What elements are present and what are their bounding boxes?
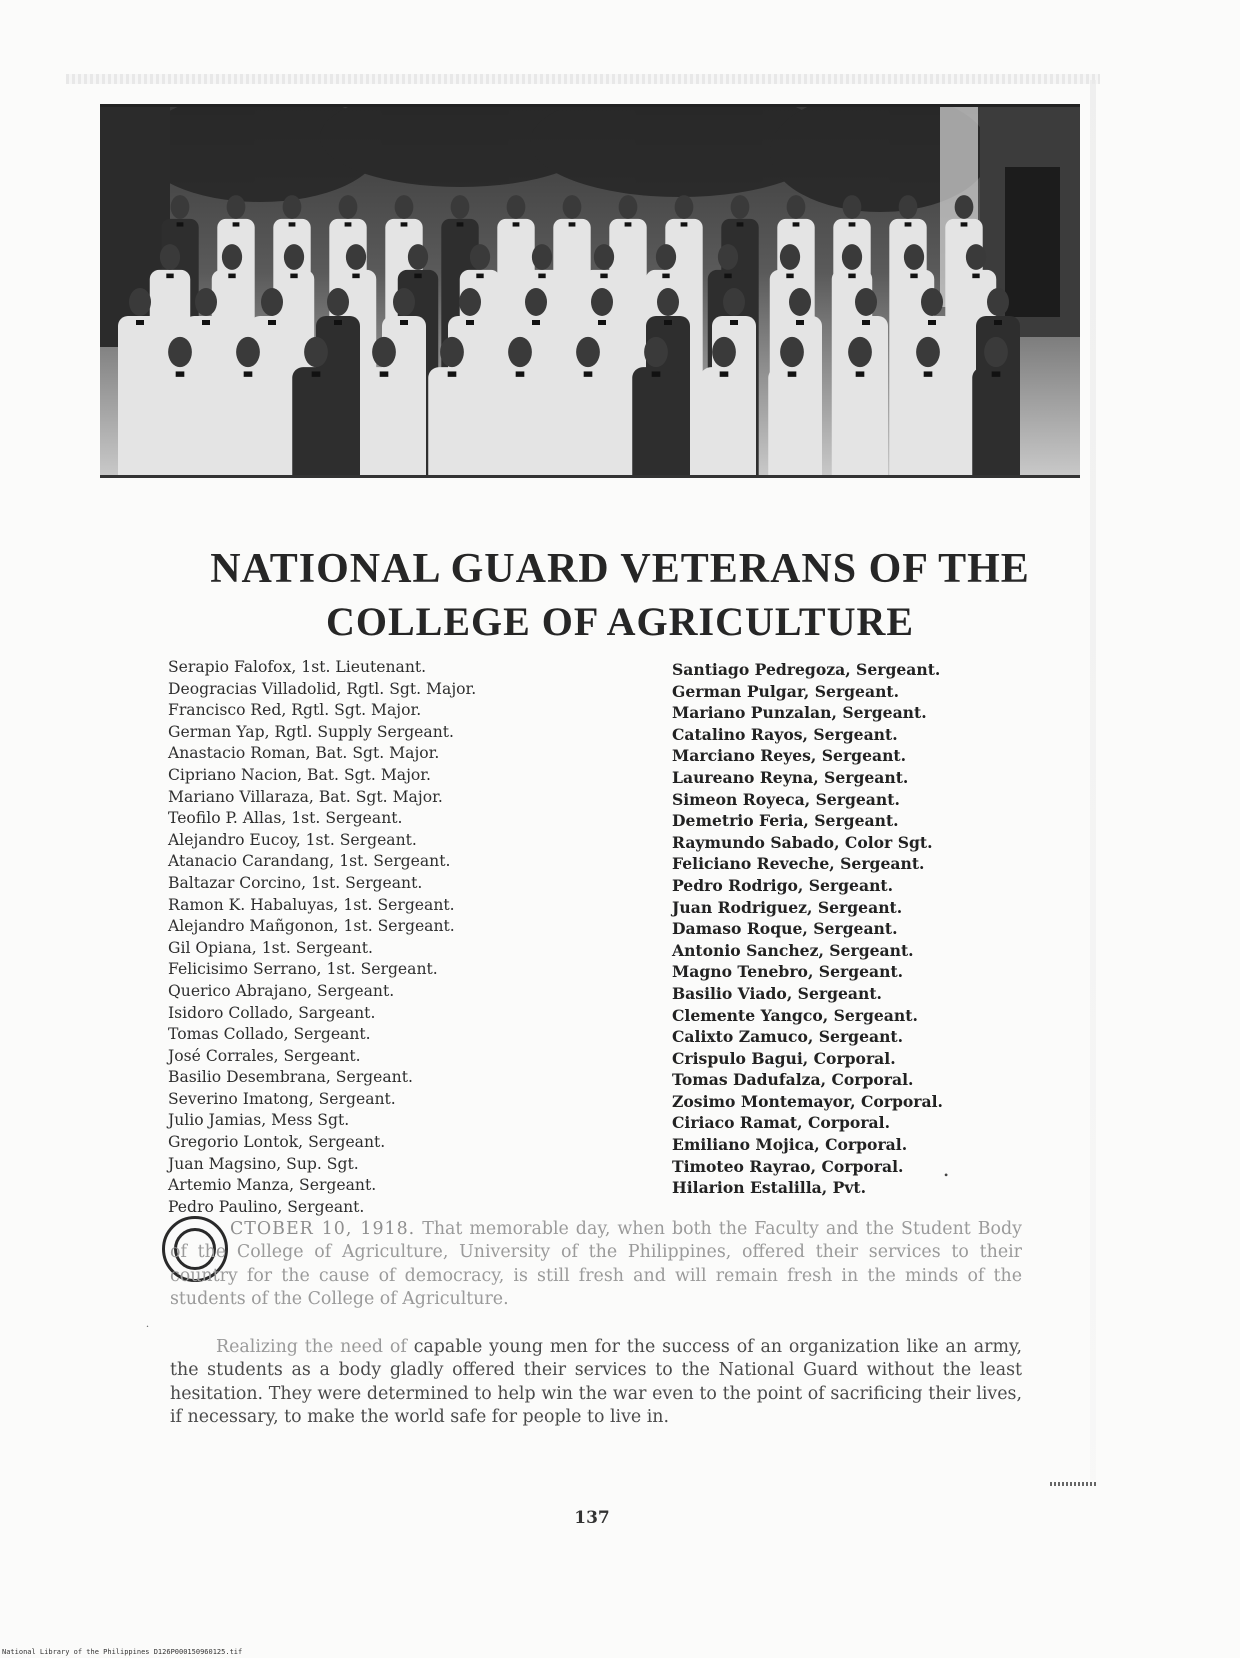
- figure-bowtie: [401, 222, 408, 226]
- roster-entry: Querico Abrajano, Sergeant.: [168, 981, 395, 1000]
- roster-entry: Severino Imatong, Sergeant.: [168, 1089, 396, 1108]
- figure-bowtie: [457, 222, 464, 226]
- roster-entry: Pedro Rodrigo, Sergeant.: [672, 875, 894, 895]
- roster-entry: Deogracias Villadolid, Rgtl. Sgt. Major.: [168, 679, 477, 698]
- narrative-date-lead: CTOBER 10, 1918.: [230, 1219, 416, 1239]
- figure-head: [470, 244, 490, 270]
- figure-bowtie: [400, 320, 408, 325]
- roster-entry: Emiliano Mojica, Corporal.: [672, 1135, 908, 1155]
- figure-head: [718, 244, 738, 270]
- figure-bowtie: [848, 274, 855, 279]
- figure-body: [768, 367, 816, 475]
- figure-body: [118, 316, 162, 475]
- figure-bowtie: [532, 320, 540, 325]
- roster-entry: Cipriano Nacion, Bat. Sgt. Major.: [168, 765, 431, 784]
- narrative-p2-dark: capable young men for the success of an organization like an army, the students as a body gladly offered their services to the National Guard without the least hesitation. They were determined to help win the war even to the point of sacrificing their lives, if necessary, to make the world safe for people to live in.: [170, 1337, 1022, 1427]
- figure-head: [904, 244, 924, 270]
- figure-bowtie: [538, 274, 545, 279]
- page-number: 137: [574, 1508, 610, 1528]
- roster-entry: Simeon Royeca, Sergeant.: [672, 789, 900, 809]
- figure-body: [632, 367, 680, 475]
- figure-bowtie: [598, 320, 606, 325]
- roster-entry: German Yap, Rgtl. Supply Sergeant.: [168, 722, 454, 741]
- figure-bowtie: [928, 320, 936, 325]
- figure-head: [955, 195, 974, 219]
- roster-entry: José Corrales, Sergeant.: [168, 1046, 361, 1065]
- figure-head: [787, 195, 806, 219]
- figure-head: [507, 195, 526, 219]
- figure-body: [428, 367, 476, 475]
- page-title-line-1: NATIONAL GUARD VETERANS OF THE: [210, 546, 1030, 592]
- figure-bowtie: [516, 371, 525, 376]
- roster-entry: Mariano Punzalan, Sergeant.: [672, 703, 927, 723]
- roster-entry: Timoteo Rayrao, Corporal.: [672, 1156, 904, 1176]
- roster-entry: Crispulo Bagui, Corporal.: [672, 1048, 896, 1068]
- figure-head: [459, 288, 481, 316]
- figure-bowtie: [268, 320, 276, 325]
- figure-head: [395, 195, 414, 219]
- figure-head: [327, 288, 349, 316]
- figure-body: [564, 367, 612, 475]
- figure-bowtie: [136, 320, 144, 325]
- figure-bowtie: [228, 274, 235, 279]
- figure-head: [984, 337, 1008, 367]
- roster-entry: Teofilo P. Allas, 1st. Sergeant.: [168, 809, 403, 828]
- figure-head: [171, 195, 190, 219]
- figure-head: [168, 337, 192, 367]
- figure-head: [525, 288, 547, 316]
- figure-head: [723, 288, 745, 316]
- figure-bowtie: [312, 371, 321, 376]
- figure-head: [129, 288, 151, 316]
- roster-entry: Serapio Falofox, 1st. Lieutenant.: [168, 658, 427, 676]
- figure-head: [657, 288, 679, 316]
- roster-entry: Damaso Roque, Sergeant.: [672, 919, 898, 939]
- figure-head: [899, 195, 918, 219]
- narrative-paragraph-2: [170, 1336, 1022, 1429]
- roster-entry: Pedro Paulino, Sergeant.: [168, 1197, 365, 1216]
- figure-bowtie: [793, 222, 800, 226]
- figure-head: [222, 244, 242, 270]
- figure-body: [360, 367, 408, 475]
- figure-bowtie: [233, 222, 240, 226]
- figure-head: [843, 195, 862, 219]
- figure-bowtie: [652, 371, 661, 376]
- figure-head: [591, 288, 613, 316]
- roster-entry: Basilio Viado, Sergeant.: [672, 983, 882, 1003]
- figure-body: [836, 367, 884, 475]
- figure-bowtie: [600, 274, 607, 279]
- figure-head: [304, 337, 328, 367]
- roster-entry: Anastacio Roman, Bat. Sgt. Major.: [168, 744, 440, 763]
- roster-entry: Antonio Sanchez, Sergeant.: [672, 940, 914, 960]
- roster-entry: Zosimo Montemayor, Corporal.: [672, 1091, 943, 1111]
- figure-bowtie: [720, 371, 729, 376]
- figure-bowtie: [334, 320, 342, 325]
- figure-bowtie: [290, 274, 297, 279]
- figure-bowtie: [972, 274, 979, 279]
- roster-entry: Santiago Pedregoza, Sergeant.: [672, 660, 941, 679]
- figure-head: [451, 195, 470, 219]
- figure-bowtie: [788, 371, 797, 376]
- figure-head: [712, 337, 736, 367]
- figure-body: [496, 367, 544, 475]
- figure-bowtie: [724, 274, 731, 279]
- figure-head: [731, 195, 750, 219]
- figure-head: [261, 288, 283, 316]
- roster-entry: Tomas Dadufalza, Corporal.: [672, 1070, 914, 1090]
- figure-head: [921, 288, 943, 316]
- figure-bowtie: [466, 320, 474, 325]
- figure-head: [644, 337, 668, 367]
- figure-head: [780, 337, 804, 367]
- roster-left-column: [168, 657, 638, 1218]
- figure-head: [508, 337, 532, 367]
- roster-entry: Francisco Red, Rgtl. Sgt. Major.: [168, 701, 422, 720]
- figure-bowtie: [662, 274, 669, 279]
- scan-edge-mark: [1050, 1482, 1096, 1486]
- roster-entry: Laureano Reyna, Sergeant.: [672, 767, 909, 787]
- roster-right-column: [672, 659, 1032, 1199]
- figure-bowtie: [414, 274, 421, 279]
- figure-body: [904, 367, 952, 475]
- figure-head: [789, 288, 811, 316]
- figure-bowtie: [476, 274, 483, 279]
- figure-bowtie: [289, 222, 296, 226]
- figure-head: [675, 195, 694, 219]
- figure-bowtie: [345, 222, 352, 226]
- figure-body: [700, 367, 748, 475]
- figure-bowtie: [448, 371, 457, 376]
- scan-edge-top: [66, 74, 1100, 84]
- figure-head: [532, 244, 552, 270]
- figure-body: [292, 367, 340, 475]
- roster-entry: Juan Magsino, Sup. Sgt.: [168, 1154, 359, 1173]
- scan-speck: •: [944, 1168, 949, 1182]
- figure-bowtie: [244, 371, 253, 376]
- roster-entry: Alejandro Eucoy, 1st. Sergeant.: [168, 830, 417, 849]
- figure-bowtie: [849, 222, 856, 226]
- figure-bowtie: [202, 320, 210, 325]
- roster-entry: Demetrio Feria, Sergeant.: [672, 811, 899, 831]
- figure-bowtie: [786, 274, 793, 279]
- figure-head: [227, 195, 246, 219]
- roster-entry: Raymundo Sabado, Color Sgt.: [672, 832, 933, 852]
- figure-head: [408, 244, 428, 270]
- figure-head: [563, 195, 582, 219]
- figure-head: [236, 337, 260, 367]
- figure-head: [160, 244, 180, 270]
- figure-head: [440, 337, 464, 367]
- roster-entry: Feliciano Reveche, Sergeant.: [672, 854, 925, 874]
- roster-entry: German Pulgar, Sergeant.: [672, 681, 900, 701]
- roster-entry: Felicisimo Serrano, 1st. Sergeant.: [168, 960, 438, 979]
- figure-head: [195, 288, 217, 316]
- figure-body: [224, 367, 272, 475]
- figure-bowtie: [796, 320, 804, 325]
- group-photo: [100, 104, 1080, 478]
- roster-entry: Clemente Yangco, Sergeant.: [672, 1005, 918, 1025]
- roster-entry: Gil Opiana, 1st. Sergeant.: [168, 938, 373, 957]
- figure-bowtie: [664, 320, 672, 325]
- figure-head: [576, 337, 600, 367]
- roster-entry: Julio Jamias, Mess Sgt.: [168, 1111, 350, 1130]
- figure-bowtie: [961, 222, 968, 226]
- roster-entry: Basilio Desembrana, Sergeant.: [168, 1068, 413, 1087]
- figure-bowtie: [176, 371, 185, 376]
- roster-entry: Artemio Manza, Sergeant.: [168, 1176, 377, 1195]
- figure-bowtie: [730, 320, 738, 325]
- figure-bowtie: [905, 222, 912, 226]
- figure-bowtie: [513, 222, 520, 226]
- figure-head: [848, 337, 872, 367]
- roster-entry: Marciano Reyes, Sergeant.: [672, 746, 907, 766]
- figure-bowtie: [681, 222, 688, 226]
- figure-bowtie: [569, 222, 576, 226]
- figure-head: [966, 244, 986, 270]
- figure-body: [972, 367, 1020, 475]
- figure-bowtie: [910, 274, 917, 279]
- roster-entry: Magno Tenebro, Sergeant.: [672, 962, 904, 982]
- figure-head: [372, 337, 396, 367]
- figure-head: [780, 244, 800, 270]
- figure-head: [283, 195, 302, 219]
- group-photo-icon: [100, 107, 1080, 475]
- roster-entry: Alejandro Mañgonon, 1st. Sergeant.: [168, 917, 455, 936]
- figure-head: [594, 244, 614, 270]
- archive-credit: National Library of the Philippines D126P000150960125.tif: [2, 1648, 243, 1656]
- roster-entry: Ramon K. Habaluyas, 1st. Sergeant.: [168, 895, 455, 914]
- figure-head: [842, 244, 862, 270]
- figure-head: [284, 244, 304, 270]
- figure-head: [619, 195, 638, 219]
- scan-edge-right: [1090, 80, 1096, 1480]
- figure-bowtie: [737, 222, 744, 226]
- figure-body: [156, 367, 204, 475]
- roster-entry: Ciriaco Ramat, Corporal.: [672, 1113, 890, 1133]
- figure-head: [916, 337, 940, 367]
- figure-bowtie: [862, 320, 870, 325]
- page-title-line-2: COLLEGE OF AGRICULTURE: [325, 599, 915, 644]
- roster-entry: Isidoro Collado, Sargeant.: [168, 1003, 376, 1022]
- roster-entry: Calixto Zamuco, Sergeant.: [672, 1027, 904, 1047]
- narrative-paragraph-1: [170, 1218, 1022, 1311]
- figure-bowtie: [584, 371, 593, 376]
- figure-bowtie: [380, 371, 389, 376]
- roster-entry: Mariano Villaraza, Bat. Sgt. Major.: [168, 787, 443, 806]
- narrative-p1-body: That memorable day, when both the Faculty and the Student Body of the College of Agriculture, University of the Philippines, offered their services to their country for the cause of democracy, is still fresh and will remain fresh in the minds of the students of the College of Agriculture.: [170, 1219, 1022, 1309]
- figure-bowtie: [177, 222, 184, 226]
- figure-bowtie: [166, 274, 173, 279]
- roster-entry: Baltazar Corcino, 1st. Sergeant.: [168, 873, 423, 892]
- roster-entry: Catalino Rayos, Sergeant.: [672, 724, 898, 744]
- roster-entry: Gregorio Lontok, Sergeant.: [168, 1133, 386, 1152]
- figure-head: [656, 244, 676, 270]
- roster-entry: Atanacio Carandang, 1st. Sergeant.: [168, 852, 451, 871]
- figure-head: [339, 195, 358, 219]
- roster-entry: Tomas Collado, Sergeant.: [168, 1025, 371, 1044]
- figure-bowtie: [992, 371, 1001, 376]
- figure-bowtie: [924, 371, 933, 376]
- roster-entry: Hilarion Estalilla, Pvt.: [672, 1178, 867, 1198]
- figure-head: [987, 288, 1009, 316]
- narrative-p2-light: Realizing the need of: [216, 1337, 407, 1357]
- figure-bowtie: [352, 274, 359, 279]
- scan-speck: .: [146, 1316, 149, 1330]
- figure-head: [855, 288, 877, 316]
- figure-bowtie: [625, 222, 632, 226]
- figure-head: [393, 288, 415, 316]
- figure-bowtie: [994, 320, 1002, 325]
- figure-head: [346, 244, 366, 270]
- roster-entry: Juan Rodriguez, Sergeant.: [672, 897, 903, 917]
- figure-bowtie: [856, 371, 865, 376]
